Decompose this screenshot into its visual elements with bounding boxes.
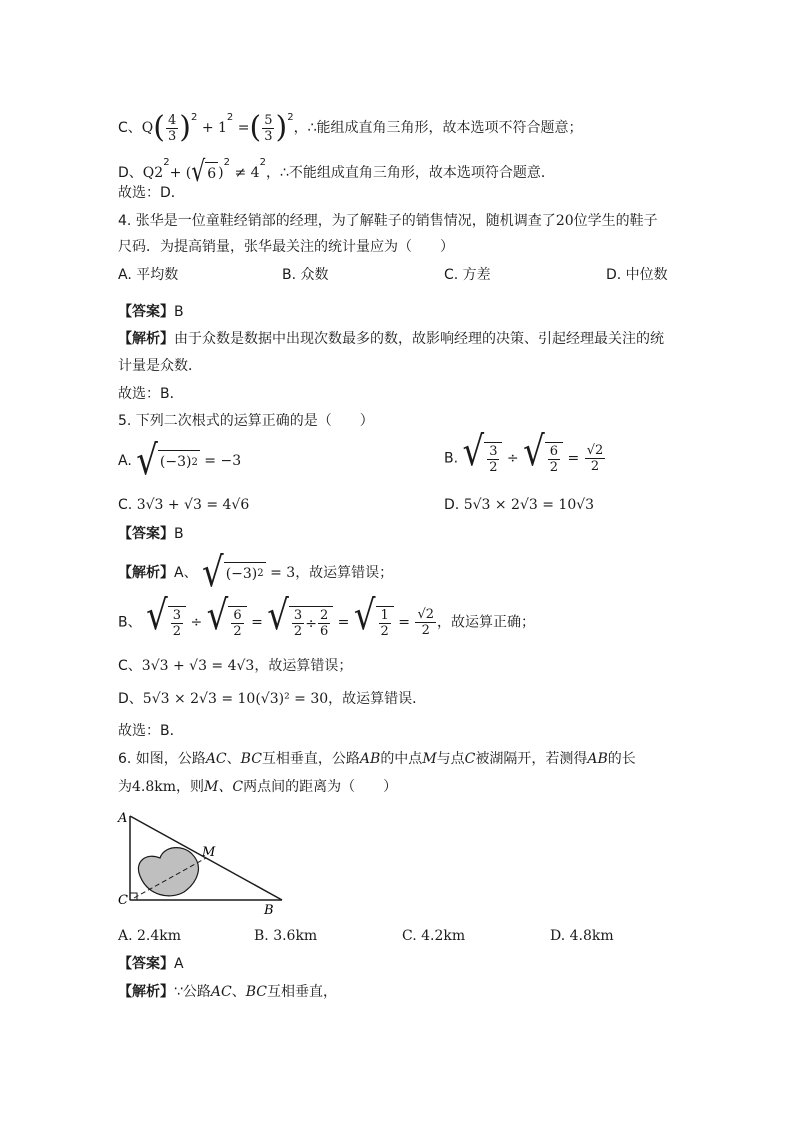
exponent: 2 [191,456,198,468]
q4-option-b: B. 众数 [282,267,329,283]
sqrt-6-over-2 [206,591,247,640]
numerator: 1 [380,608,389,623]
segment-ab: AB [587,751,608,767]
q6-text: ，则 [176,779,205,795]
q6-option-d: D. 4.8km [550,928,614,944]
fraction-5-3 [262,113,274,144]
points-mc: M、C [204,779,244,795]
sqrt-6 [191,156,218,189]
radicand [228,606,246,639]
radical-sign: √ [353,591,376,640]
denominator: 2 [489,460,498,475]
equals: = [398,614,410,631]
option-label: B. [444,450,459,467]
q6-analysis-line1 [118,982,337,1002]
q6-text: 被湖隔开，若测得 [475,751,588,767]
not-equal: ≠ 4 [234,165,260,181]
radicand [484,442,502,475]
radical-sign: √ [191,156,206,189]
q6-stem-line1 [118,749,636,769]
line-prefix: A、 [174,565,198,581]
q6-option-b: B. 3.6km [254,928,318,944]
fraction [292,608,304,639]
answer-value: A [174,956,184,972]
analysis-text: 互相垂直， [267,984,338,1000]
line-suffix: ，故运算正确； [437,614,536,631]
fraction [379,608,391,639]
radical-sign: √ [146,591,168,640]
sqrt-product [267,591,333,640]
paren-close: ) [218,165,224,181]
q5-stem: 5. 下列二次根式的运算正确的是（ ） [118,413,374,429]
fraction [171,608,183,639]
option-label: D. [444,497,460,513]
fraction [548,444,560,475]
sqrt-6-over-2 [523,427,563,476]
line-suffix: ，故运算错误； [295,565,394,581]
sqrt-1-over-2 [353,591,394,640]
radicand-text: (−3) [225,566,258,582]
radicand [376,606,394,639]
line-suffix: ，故运算错误． [328,691,427,707]
q5-analysis-d [118,689,426,709]
segment-ac: AC [205,751,227,767]
q4-analysis-line2: 计量是众数． [118,358,202,374]
q6-text: 的中点 [380,751,423,767]
sqrt-3-over-2 [462,427,503,476]
label-m: M [202,845,216,860]
q6-option-c: C. 4.2km [402,928,466,944]
label-b: B [264,903,274,916]
point-m: M [422,751,437,767]
q4-text: 4. 张华是一位童鞋经销部的经理，为了解鞋子的销售情况，随机调查了 [118,213,556,229]
paren-close: ) [275,110,288,145]
plus-one: + 1 [201,120,227,136]
option-label: A. [118,453,132,469]
denominator: 2 [421,623,430,638]
analysis-label: 【解析】 [118,984,174,1000]
q4-option-d: D. 中位数 [606,267,668,283]
analysis-label: 【解析】 [118,331,174,347]
q6-text: 为 [118,779,132,795]
paren-close: ) [179,110,191,145]
q5-analysis-b [118,591,536,640]
exponent: 2 [259,157,266,168]
numerator: 4 [167,112,177,128]
exponent: 2 [190,112,198,123]
q4-analysis-line1 [118,329,664,349]
expression: 3√3 + √3 = 4√6 [136,497,250,513]
radicand [168,606,186,639]
q5-option-b [444,427,606,476]
q6-text: 与点 [436,751,465,767]
radicand [545,442,563,475]
answer-label: 【答案】 [118,956,174,972]
previous-conclusion: 故选：D． [118,185,185,201]
fraction-root2-over-2 [415,607,436,638]
sqrt-expression [202,549,266,597]
denominator: 2 [549,460,559,475]
option-c-analysis-line [118,108,582,144]
q4-text: 位学生的鞋子 [573,213,658,229]
q4-stem-line2: 尺码．为提高销量，张华最关注的统计量应为（ ） [118,239,454,255]
separator: 、 [231,984,246,1000]
numerator: 3 [172,608,182,623]
exponent: 2 [287,112,294,123]
radicand [158,450,200,472]
segment-ac: AC [210,984,232,1000]
analysis-text: ∵公路 [174,984,211,1000]
triangle-lake-figure [112,806,292,916]
denominator: 2 [172,624,182,639]
sqrt-3-over-2 [146,591,186,640]
line-suffix: ，∴能组成直角三角形，故本选项不符合题意； [293,120,583,136]
q5-answer [118,524,184,544]
segment-bc: BC [240,751,262,767]
numerator: 5 [264,112,273,128]
q6-text: 6. 如图，公路 [118,751,206,767]
radicand-text: (−3) [159,454,192,470]
numerator: 6 [233,608,242,623]
q5-option-c [118,497,249,513]
denominator: 2 [380,624,389,639]
answer-label: 【答案】 [118,304,174,320]
numerator: 3 [293,608,303,623]
point-c: C [464,751,476,767]
line-prefix: B、 [118,614,142,631]
q6-text: 的长 [607,751,636,767]
line-prefix: C、 [118,120,142,136]
denominator: 3 [264,128,273,144]
fraction [318,608,330,639]
radical-sign: √ [523,427,545,476]
option-d-analysis-line [118,153,555,189]
fraction-4-3 [166,113,178,144]
fraction [487,444,499,475]
q6-text: 两点间的距离为（ ） [243,779,398,795]
radicand [289,606,333,639]
expression: 5√3 × 2√3 = 10(√3)² = 30 [142,691,329,707]
fraction [231,608,243,639]
q6-stem-line2 [118,777,397,797]
equals: = [567,450,580,467]
line-suffix: ，故运算错误； [254,658,353,674]
denominator: 3 [167,128,177,144]
numerator: √2 [586,443,604,458]
radical-sign: √ [267,591,289,640]
denominator: 2 [233,624,242,639]
separator: 、 [226,751,241,767]
equals: = [251,614,263,631]
radical-sign: √ [136,437,158,485]
radical-sign: √ [202,549,224,597]
divide: ÷ [506,450,519,467]
radical-sign: √ [462,427,485,476]
numerator: 6 [549,444,559,459]
q4-option-a: A. 平均数 [118,267,179,283]
plus-paren: + ( [169,165,192,181]
segment-bc: BC [245,984,268,1000]
fraction-root2-over-2 [585,443,606,474]
line-suffix: ，∴不能组成直角三角形，故本选项符合题意． [265,165,555,181]
because-symbol: Q [141,120,154,136]
lake-shape [138,848,198,896]
equals: = [237,120,250,136]
equals: = [337,614,350,631]
q5-option-d [444,497,594,513]
label-a: A [118,811,128,826]
q4-number: 20 [555,213,574,229]
q4-conclusion: 故选：B． [118,386,184,402]
option-label: C. [118,497,133,513]
radicand [224,562,266,584]
label-c: C [118,893,128,908]
q6-option-a: A. 2.4km [118,928,182,944]
q4-option-c: C. 方差 [444,267,491,283]
result: = −3 [204,453,242,469]
sqrt-expression [136,437,200,485]
line-prefix: D、 [118,165,143,181]
exponent: 2 [223,157,231,168]
segment-ab: AB [359,751,381,767]
expression: 5√3 × 2√3 = 10√3 [463,497,595,513]
answer-value: B [174,304,184,320]
exponent: 2 [257,568,264,579]
exponent: 2 [163,157,170,168]
expression: 3√3 + √3 = 4√3 [141,658,255,674]
denominator: 2 [293,624,303,639]
term: 2 [154,165,164,181]
result: = 3 [270,565,296,581]
denominator: 2 [590,459,600,474]
answer-value: B [174,526,184,542]
q5-analysis-c [118,656,352,676]
line-prefix: D、 [118,691,143,707]
q6-text: 互相垂直，公路 [261,751,360,767]
q5-option-a [118,437,242,485]
q5-analysis-a [118,549,394,597]
distance-value: 4.8km [132,779,177,795]
paren-open: ( [153,110,165,145]
q5-conclusion: 故选：B． [118,723,184,739]
q4-stem-line1 [118,211,658,231]
exponent: 2 [226,112,234,123]
divide: ÷ [190,614,203,631]
divide: ÷ [305,615,317,632]
radical-sign: √ [206,591,229,640]
denominator: 6 [319,624,329,639]
q6-answer [118,954,184,974]
numerator: √2 [417,607,435,622]
answer-label: 【答案】 [118,526,174,542]
analysis-text: 由于众数是数据中出现次数最多的数，故影响经理的决策、引起经理最关注的统 [174,331,664,347]
analysis-label: 【解析】 [118,565,174,581]
numerator: 3 [489,444,498,459]
paren-open: ( [249,110,262,145]
line-prefix: C、 [118,658,142,674]
q4-answer [118,302,184,322]
radicand: 6 [205,162,218,184]
numerator: 2 [319,608,329,623]
because-symbol: Q [142,165,155,181]
